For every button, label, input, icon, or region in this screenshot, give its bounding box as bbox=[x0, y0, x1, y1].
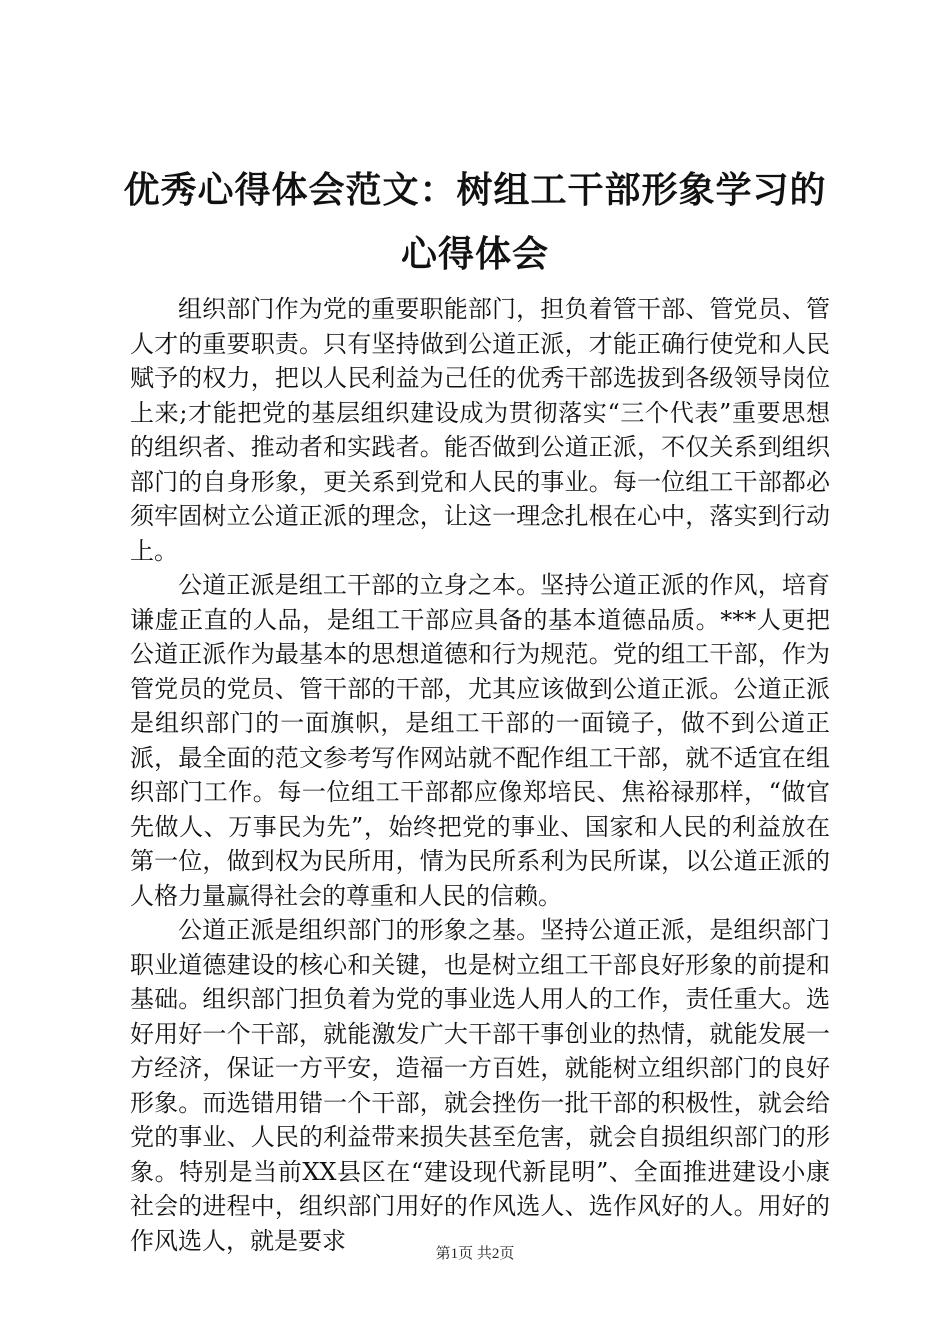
document-title: 优秀心得体会范文：树组工干部形象学习的心得体会 bbox=[123, 169, 827, 275]
paragraph-1: 组织部门作为党的重要职能部门，担负着管干部、管党员、管人才的重要职责。只有坚持做到公道正派，才能正确行使党和人民赋予的权力，把以人民利益为己任的优秀干部选拔到各级领导岗位上来;才能把党的基层组织建设成为贯彻落实“三个代表”重要思想的组织者、推动者和实践者。能否做到公道正派，不仅关系到组织部门的自身形象，更关系到党和人民的事业。每一位组工干部都必须牢固树立公道正派的理念，让这一理念扎根在心中，落实到行动上。 bbox=[130, 295, 830, 565]
paragraph-3: 公道正派是组织部门的形象之基。坚持公道正派，是组织部门职业道德建设的核心和关键，也是树立组工干部良好形象的前提和基础。组织部门担负着为党的事业选人用人的工作，责任重大。选好用好一个干部，就能激发广大干部干事创业的热情，就能发展一方经济，保证一方平安，造福一方百姓，就能树立组织部门的良好形象。而选错用错一个干部，就会挫伤一批干部的积极性，就会给党的事业、人民的利益带来损失甚至危害，就会自损组织部门的形象。特别是当前XX县区在“建设现代新昆明”、全面推进建设小康社会的进程中，组织部门用好的作风选人、选作风好的人。用好的作风选人，就是要求 bbox=[130, 916, 830, 1255]
page-number-footer: 第1页 共2页 bbox=[435, 1246, 515, 1262]
document-body bbox=[130, 292, 830, 1258]
paragraph-2: 公道正派是组工干部的立身之本。坚持公道正派的作风，培育谦虚正直的人品，是组工干部应具备的基本道德品质。***人更把公道正派作为最基本的思想道德和行为规范。党的组工干部，作为管党员的党员、管干部的干部，尤其应该做到公道正派。公道正派是组织部门的一面旗帜，是组工干部的一面镜子，做不到公道正派，最全面的范文参考写作网站就不配作组工干部，就不适宜在组织部门工作。每一位组工干部都应像郑培民、焦裕禄那样，“做官先做人、万事民为先”，始终把党的事业、国家和人民的利益放在第一位，做到权为民所用，情为民所系利为民所谋，以公道正派的人格力量赢得社会的尊重和人民的信赖。 bbox=[130, 571, 830, 910]
